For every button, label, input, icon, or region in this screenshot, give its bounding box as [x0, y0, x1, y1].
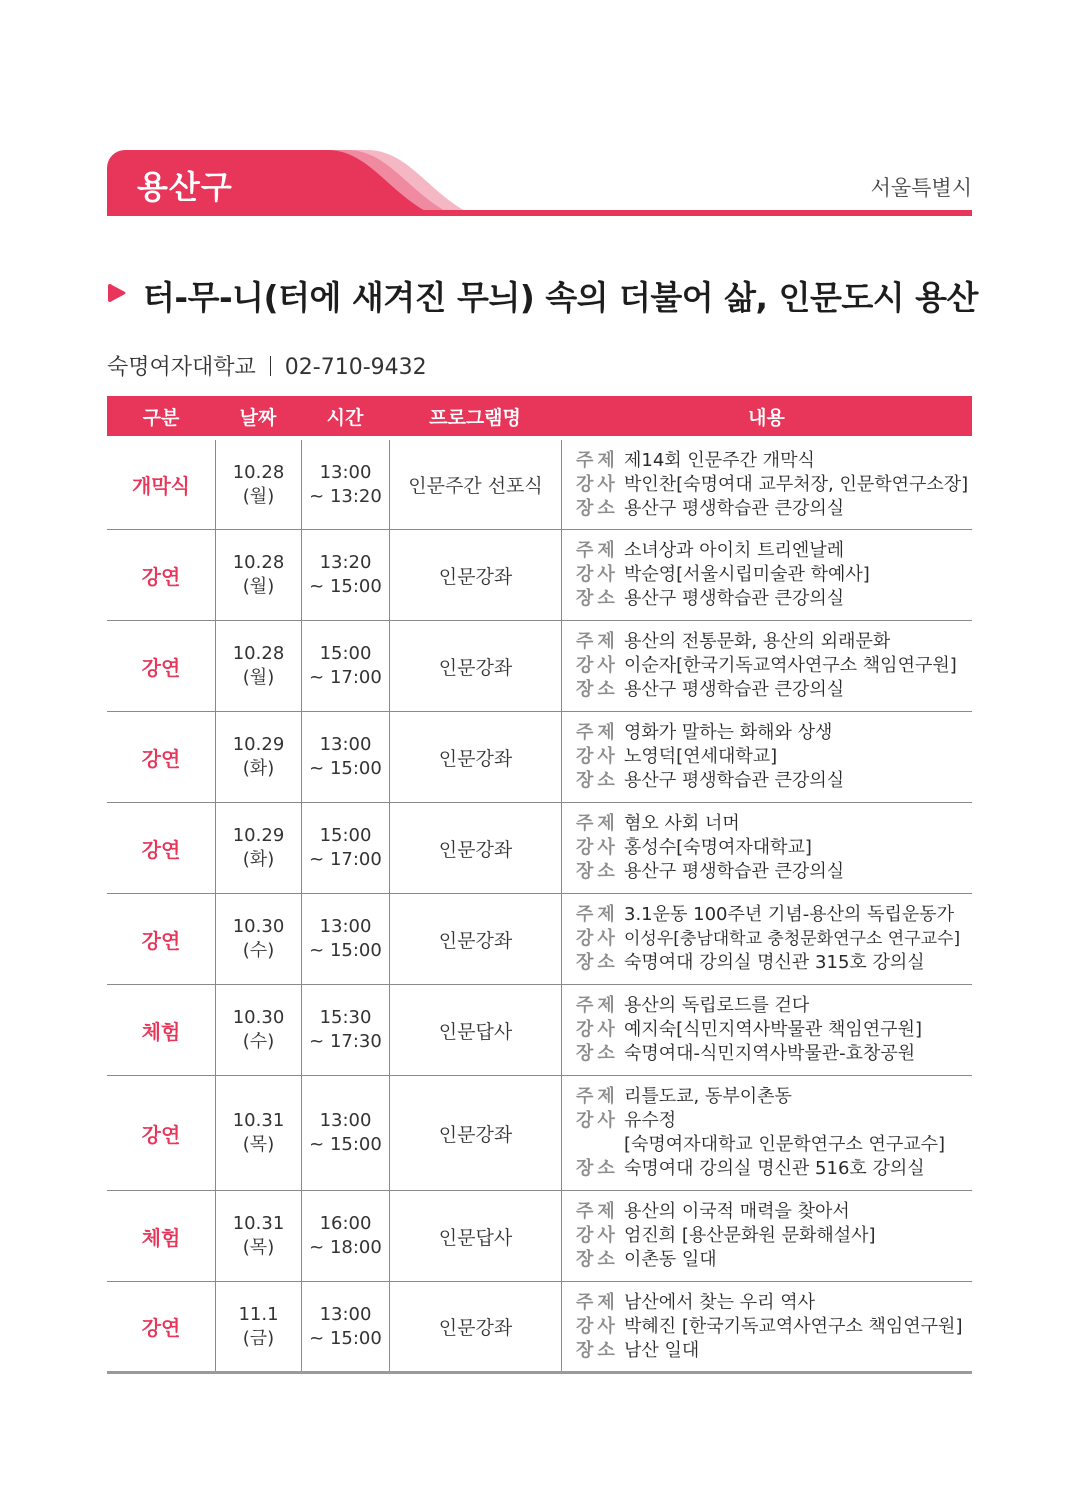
row-details — [561, 1076, 972, 1190]
row-category: 강연 — [141, 928, 181, 953]
row-details — [561, 894, 972, 984]
row-time: 15:00 ~ 17:00 — [301, 803, 389, 893]
row-program: 인문강좌 — [389, 1076, 561, 1190]
topic-value: 리틀도쿄, 동부이촌동 — [624, 1086, 792, 1107]
row-program: 인문강좌 — [389, 621, 561, 711]
place-value: 용산구 평생학습관 큰강의실 — [624, 770, 845, 791]
row-time: 13:00 ~ 15:00 — [301, 1076, 389, 1190]
place-value: 용산구 평생학습관 큰강의실 — [624, 861, 845, 882]
topic-value: 제14회 인문주간 개막식 — [624, 449, 815, 471]
table-row — [107, 712, 972, 803]
topic-label: 주제 — [576, 813, 619, 834]
lecturer-value: 유수정 — [624, 1110, 677, 1131]
place-label: 장소 — [576, 770, 619, 791]
lecturer-label: 강사 — [576, 1315, 619, 1337]
district-header — [107, 150, 972, 217]
row-details — [561, 440, 972, 529]
table-row — [107, 1191, 972, 1282]
table-row — [107, 1076, 972, 1191]
lecturer-label: 강사 — [576, 473, 619, 495]
topic-label: 주제 — [576, 1291, 619, 1313]
topic-value: 남산에서 찾는 우리 역사 — [624, 1291, 816, 1313]
row-time: 15:00 ~ 17:00 — [301, 621, 389, 711]
place-label: 장소 — [576, 952, 619, 973]
topic-label: 주제 — [576, 631, 619, 652]
row-time: 16:00 ~ 18:00 — [301, 1191, 389, 1281]
place-value: 용산구 평생학습관 큰강의실 — [624, 497, 845, 519]
row-details — [561, 1191, 972, 1281]
row-date: 11.1 (금) — [215, 1282, 301, 1371]
row-details — [561, 712, 972, 802]
row-details — [561, 985, 972, 1075]
place-label: 장소 — [576, 588, 619, 609]
topic-label: 주제 — [576, 904, 619, 925]
lecturer-label: 강사 — [576, 1019, 619, 1040]
row-category: 강연 — [141, 564, 181, 589]
lecturer-affiliation: [숙명여자대학교 인문학연구소 연구교수] — [624, 1134, 946, 1155]
topic-value: 용산의 독립로드를 걷다 — [624, 995, 810, 1016]
header-content: 내용 — [748, 406, 785, 429]
row-category: 강연 — [141, 746, 181, 771]
topic-value: 용산의 이국적 매력을 찾아서 — [624, 1201, 850, 1222]
topic-label: 주제 — [576, 449, 619, 471]
row-category: 체험 — [141, 1019, 181, 1044]
place-label: 장소 — [576, 679, 619, 700]
lecturer-value: 엄진희 [용산문화원 문화해설사] — [624, 1225, 876, 1246]
place-label: 장소 — [576, 1043, 619, 1064]
topic-value: 소녀상과 아이치 트리엔날레 — [624, 540, 845, 561]
table-row — [107, 803, 972, 894]
lecturer-value: 박인찬[숙명여대 교무처장, 인문학연구소장] — [624, 473, 969, 495]
organizer-info — [107, 350, 427, 381]
row-category: 개막식 — [132, 474, 190, 498]
table-row — [107, 1282, 972, 1374]
row-date: 10.31 (목) — [215, 1076, 301, 1190]
place-label: 장소 — [576, 861, 619, 882]
header-program: 프로그램명 — [429, 406, 521, 429]
row-category: 체험 — [141, 1225, 181, 1250]
row-time: 13:00 ~ 15:00 — [301, 1282, 389, 1371]
table-row — [107, 621, 972, 712]
table-row — [107, 530, 972, 621]
lecturer-value: 노영덕[연세대학교] — [624, 746, 778, 767]
table-row — [107, 440, 972, 530]
lecturer-value: 박순영[서울시립미술관 학예사] — [624, 564, 870, 585]
row-time: 15:30 ~ 17:30 — [301, 985, 389, 1075]
lecturer-label: 강사 — [576, 928, 619, 949]
topic-value: 혐오 사회 너머 — [624, 813, 740, 834]
topic-value: 3.1운동 100주년 기념-용산의 독립운동가 — [624, 904, 955, 925]
topic-value: 용산의 전통문화, 용산의 외래문화 — [624, 631, 891, 652]
row-category: 강연 — [141, 1316, 181, 1340]
row-program: 인문강좌 — [389, 712, 561, 802]
row-program: 인문강좌 — [389, 1282, 561, 1371]
place-value: 남산 일대 — [624, 1339, 700, 1361]
header-category: 구분 — [142, 406, 180, 429]
place-value: 숙명여대 강의실 명신관 315호 강의실 — [624, 952, 925, 973]
row-time: 13:20 ~ 15:00 — [301, 530, 389, 620]
place-label: 장소 — [576, 1249, 619, 1270]
place-label: 장소 — [576, 1158, 619, 1179]
table-row — [107, 985, 972, 1076]
header-wave-decoration — [297, 150, 527, 212]
place-value: 용산구 평생학습관 큰강의실 — [624, 679, 845, 700]
topic-label: 주제 — [576, 995, 619, 1016]
table-header — [107, 396, 972, 436]
section-heading — [107, 272, 977, 318]
lecturer-value: 예지숙[식민지역사박물관 책임연구원] — [624, 1019, 922, 1040]
table-row — [107, 894, 972, 985]
lecturer-label: 강사 — [576, 564, 619, 585]
topic-label: 주제 — [576, 1201, 619, 1222]
program-table — [107, 396, 972, 1374]
row-date: 10.30 (수) — [215, 894, 301, 984]
lecturer-label: 강사 — [576, 655, 619, 676]
region-label: 서울특별시 — [870, 176, 972, 200]
district-title: 용산구 — [137, 168, 233, 206]
row-date: 10.28 (월) — [215, 440, 301, 529]
row-details — [561, 621, 972, 711]
header-underline — [107, 210, 972, 216]
row-date: 10.28 (월) — [215, 530, 301, 620]
row-category: 강연 — [141, 655, 181, 680]
topic-value: 영화가 말하는 화해와 상생 — [624, 722, 833, 743]
row-date: 10.30 (수) — [215, 985, 301, 1075]
section-title: 터-무-니(터에 새겨진 무늬) 속의 더불어 삶, 인문도시 용산 — [143, 278, 978, 317]
row-program: 인문답사 — [389, 985, 561, 1075]
row-program: 인문답사 — [389, 1191, 561, 1281]
lecturer-value: 이순자[한국기독교역사연구소 책임연구원] — [624, 655, 957, 676]
lecturer-value: 홍성수[숙명여자대학교] — [624, 837, 812, 858]
row-date: 10.29 (화) — [215, 803, 301, 893]
header-time: 시간 — [326, 406, 364, 429]
organizer-phone: 02-710-9432 — [284, 355, 427, 380]
organizer-divider — [270, 356, 271, 376]
lecturer-value: 박혜진 [한국기독교역사연구소 책임연구원] — [624, 1315, 963, 1337]
row-details — [561, 803, 972, 893]
lecturer-value: 이성우[충남대학교 충청문화연구소 연구교수] — [624, 929, 961, 949]
row-time: 13:00 ~ 15:00 — [301, 712, 389, 802]
place-label: 장소 — [576, 1339, 619, 1361]
topic-label: 주제 — [576, 722, 619, 743]
row-date: 10.31 (목) — [215, 1191, 301, 1281]
row-category: 강연 — [141, 837, 181, 862]
place-value: 용산구 평생학습관 큰강의실 — [624, 588, 845, 609]
row-category: 강연 — [141, 1122, 181, 1147]
row-date: 10.29 (화) — [215, 712, 301, 802]
organizer-name: 숙명여자대학교 — [107, 355, 256, 380]
place-label: 장소 — [576, 497, 619, 519]
row-time: 13:00 ~ 13:20 — [301, 440, 389, 529]
row-time: 13:00 ~ 15:00 — [301, 894, 389, 984]
lecturer-label: 강사 — [576, 837, 619, 858]
row-program: 인문강좌 — [389, 803, 561, 893]
play-arrow-icon — [107, 282, 127, 304]
row-program: 인문주간 선포식 — [389, 440, 561, 529]
place-value: 이촌동 일대 — [624, 1249, 717, 1270]
row-date: 10.28 (월) — [215, 621, 301, 711]
row-details — [561, 530, 972, 620]
topic-label: 주제 — [576, 540, 619, 561]
lecturer-label: 강사 — [576, 746, 619, 767]
row-program: 인문강좌 — [389, 530, 561, 620]
topic-label: 주제 — [576, 1086, 619, 1107]
place-value: 숙명여대 강의실 명신관 516호 강의실 — [624, 1158, 925, 1179]
row-details — [561, 1282, 972, 1371]
place-value: 숙명여대-식민지역사박물관-효창공원 — [624, 1043, 916, 1064]
header-date: 날짜 — [239, 406, 277, 429]
lecturer-label: 강사 — [576, 1225, 619, 1246]
lecturer-label: 강사 — [576, 1110, 619, 1131]
row-program: 인문강좌 — [389, 894, 561, 984]
